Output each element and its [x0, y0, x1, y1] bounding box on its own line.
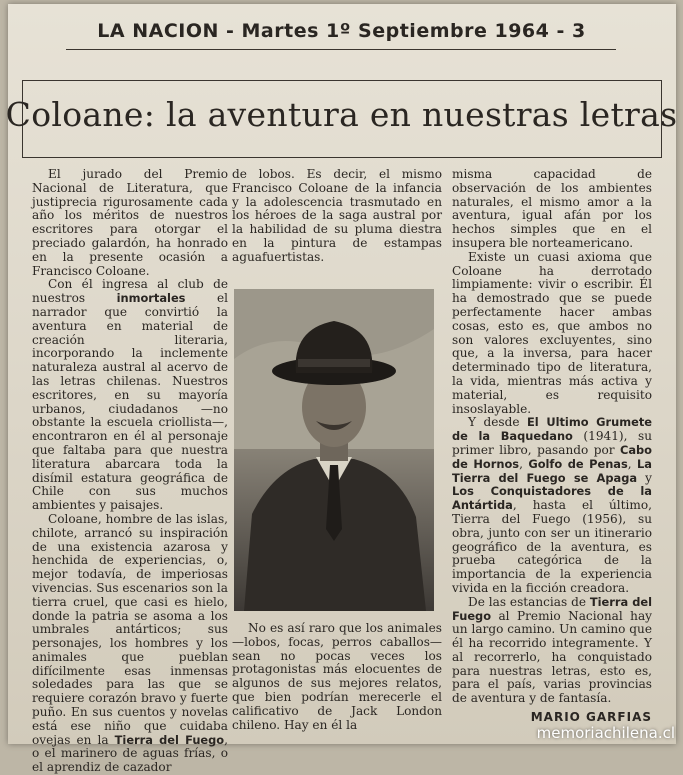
- paragraph: Con él ingresa al club de nuestros inmortales el narrador que convirtió la aventura en material de creación literaria, incorporando la inclemente naturaleza austral al acervo de las letras chilenas. Nuestros escritores, en su mayoría urbanos, ciudadanos —no obstante la escuela criollista—, encontraron en él al personaje que faltaba para que nuestra literatura abarcara toda la disímil estatura geográfica de Chile con sus muchos ambientes y paisajes.: [32, 277, 228, 513]
- article-column-3: [452, 168, 652, 706]
- bold-title: Tierra del Fuego: [452, 594, 652, 623]
- paragraph: El jurado del Premio Nacional de Literatura, que justiprecia rigurosamente cada año los méritos de nuestros escritores para otorgar el preciado galardón, ha honrado en la presente ocasión a Francisco Coloane.: [32, 167, 228, 278]
- paragraph: Existe un cuasi axioma que Coloane ha derrotado limpiamente: vivir o escribir. Él ha demostrado que se puede perfectamente hacer ambas cosas, esto es, que ambos no son valores excluyentes, sino que, a la inversa, para hacer determinado tipo de literatura, la vida, mientras más activa y material, es requisito insoslayable.: [452, 249, 652, 416]
- bold-title: Los Conquistadores de la Antártida: [452, 484, 652, 513]
- article-headline: Coloane: la aventura en nuestras letras: [5, 95, 678, 134]
- archive-watermark: memoriachilena.cl: [536, 724, 675, 742]
- portrait-illustration: [234, 289, 434, 611]
- newspaper-masthead: LA NACION - Martes 1º Septiembre 1964 - 3: [97, 20, 586, 42]
- bold-title: Cabo de Hornos: [452, 442, 652, 471]
- bold-title: La Tierra del Fuego se Apaga: [452, 456, 652, 485]
- author-portrait-photo: [234, 289, 434, 611]
- bold-title: Golfo de Penas: [528, 456, 628, 471]
- article-column-1: [32, 167, 228, 775]
- article-column-2-top: [232, 168, 442, 265]
- bold-title: Tierra del Fuego: [114, 732, 225, 747]
- masthead-rule: [66, 49, 616, 50]
- article-column-2-bottom: [232, 622, 442, 732]
- paragraph: Coloane, hombre de las islas, chilote, arrancó su inspiración de una existencia azarosa y henchida de experiencias, o, mejor todavía, de imperiosas vivencias. Sus escenarios son la tierra cruel, que casi es hielo, donde la patria se asoma a los umbrales antárticos; sus personajes, los hombres y los animales que pueblan difícilmente esas inmensas soledades para las que se requiere corazón bravo y fuerte puño. En sus cuentos y novelas está ese niño que cuidaba ovejas en la Tierra del Fuego, o el marinero de aguas frías, o el aprendiz de cazador: [32, 511, 228, 775]
- bold-title: inmortales: [116, 291, 186, 306]
- bold-title: El Ultimo Grumete de la Baquedano: [452, 415, 652, 444]
- paragraph: Y desde El Ultimo Grumete de la Baquedano (1941), su primer libro, pasando por Cabo de Hornos, Golfo de Penas, La Tierra del Fuego se Apaga y Los Conquistadores de la Antártida, hasta el último, Tierra del Fuego (1956), su obra, junto con ser un itinerario geográfico de la aventura, es prueba categórica de la importancia de la experiencia vivida en la ficción creadora.: [452, 415, 652, 595]
- paragraph: misma capacidad de observación de los ambientes naturales, el mismo amor a la aventura, igual afán por los hechos simples que en el insupera ble norteamericano.: [452, 167, 652, 250]
- paragraph: De las estancias de Tierra del Fuego al Premio Nacional hay un largo camino. Un camino que él ha recorrido integramente. Y al recorrerlo, ha conquistado para nuestras letras, esto es, para el país, varias provincias de aventura y de fantasía.: [452, 594, 652, 706]
- author-signature: MARIO GARFIAS: [530, 710, 652, 724]
- paragraph: de lobos. Es decir, el mismo Francisco Coloane de la infancia y la adolescencia trasmutado en los héroes de la saga austral por la habilidad de su pluma diestra en la pintura de estampas aguafuertistas.: [232, 167, 442, 264]
- paragraph: No es así raro que los animales —lobos, focas, perros caballos— sean no pocas veces los protagonistas más elocuentes de algunos de sus mejores relatos, que bien podrían merecerle el calificativo de Jack London chileno. Hay en él la: [232, 621, 442, 732]
